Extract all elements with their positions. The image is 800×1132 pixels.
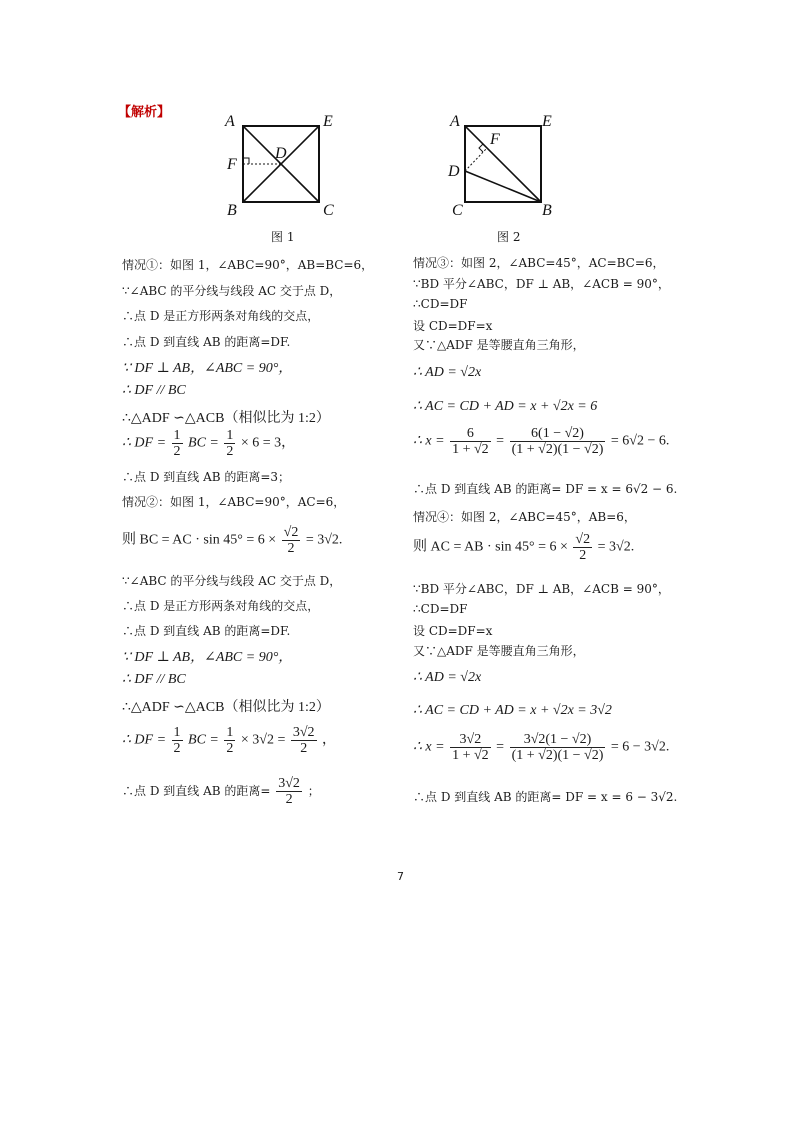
text-line: ∵BD 平分∠ABC，DF ⊥ AB，∠ACB = 90°，	[413, 582, 670, 596]
label-c: C	[452, 202, 463, 219]
case4-statement: 情况④：如图 2，∠ABC=45°，AB=6，	[413, 510, 636, 524]
text-line: ∴点 D 是正方形两条对角线的交点，	[122, 599, 320, 613]
figure-1-caption: 图 1	[271, 230, 295, 244]
right-angle-mark	[479, 144, 483, 152]
math-line-fraction	[413, 732, 669, 763]
label-b: B	[542, 202, 552, 219]
math-line: ∴ AD = √2x	[413, 670, 482, 685]
text-part: ∴ DF =	[122, 435, 167, 451]
segment-db	[465, 171, 541, 202]
math-line: ∵ DF ⊥ AB，∠ABC = 90°，	[122, 650, 293, 665]
label-e: E	[323, 113, 333, 130]
text-part: × 6 = 3，	[240, 435, 296, 451]
text-part: × 3√2 =	[240, 732, 286, 748]
fraction: $\frac{1}{2}$	[226, 428, 234, 459]
fraction: $\frac{6}{1 + √2}$	[452, 426, 489, 457]
math-line-fraction	[122, 725, 336, 756]
math-line: ∴ AC = CD + AD = x + √2x = 3√2	[413, 703, 612, 718]
text-part: BC =	[188, 732, 219, 748]
fraction: $\frac{3√2}{2}$	[292, 725, 315, 756]
label-b: B	[227, 202, 237, 219]
math-line-fraction	[413, 426, 669, 457]
fraction: $\frac{6(1 - √2)}{(1 + √2)(1 - √2)}$	[511, 426, 604, 457]
fraction: $\frac{1}{2}$	[173, 725, 181, 756]
text-part: = 6 − 3√2.	[610, 739, 670, 755]
text-part: BC =	[188, 435, 219, 451]
label-a: A	[450, 113, 460, 130]
label-d: D	[275, 145, 287, 162]
case1-statement: 情况①：如图 1，∠ABC=90°，AB=BC=6，	[122, 258, 374, 272]
fraction: $\frac{√2}{2}$	[575, 532, 591, 563]
diagonal-ab	[465, 126, 541, 202]
figure-2-caption: 图 2	[497, 230, 521, 244]
text-part: = 3√2.	[597, 539, 635, 555]
text-line: ∴点 D 到直线 AB 的距离= DF = x = 6 − 3√2.	[413, 790, 678, 804]
math-line: ∴ AC = CD + AD = x + √2x = 6	[413, 399, 598, 414]
text-line: 又∵△ADF 是等腰直角三角形，	[413, 644, 585, 658]
label-c: C	[323, 202, 334, 219]
math-line: ∴△ADF ∽△ACB（相似比为 1:2）	[122, 700, 330, 715]
text-line: ∵∠ABC 的平分线与线段 AC 交于点 D，	[122, 574, 342, 588]
page-number: 7	[397, 870, 404, 883]
text-part: 则 BC = AC · sin 45° = 6 ×	[122, 532, 277, 548]
text-line: ∴点 D 到直线 AB 的距离= DF = x = 6√2 − 6.	[413, 482, 678, 496]
text-line: 设 CD=DF=x	[413, 624, 493, 638]
text-line: ∴点 D 到直线 AB 的距离=DF.	[122, 335, 291, 349]
text-part: 则 AC = AB · sin 45° = 6 ×	[413, 539, 568, 555]
label-e: E	[542, 113, 552, 130]
fraction: $\frac{3√2}{2}$	[278, 776, 300, 807]
label-f: F	[490, 131, 500, 148]
segment-df	[465, 148, 487, 171]
text-part: =	[496, 433, 505, 449]
text-line: ∴CD=DF	[413, 297, 468, 311]
text-part: ；	[307, 784, 320, 798]
text-line: ∵∠ABC 的平分线与线段 AC 交于点 D，	[122, 284, 342, 298]
text-line: ∴点 D 到直线 AB 的距离=DF.	[122, 624, 291, 638]
fraction: $\frac{3√2(1 - √2)}{(1 + √2)(1 - √2)}$	[511, 732, 604, 763]
text-line: ∴CD=DF	[413, 602, 468, 616]
case2-statement: 情况②：如图 1，∠ABC=90°，AC=6，	[122, 495, 346, 509]
analysis-tag: 【解析】	[118, 105, 171, 120]
text-part: =	[496, 739, 505, 755]
figure-1-diagram	[215, 108, 355, 220]
text-part: ∴ x =	[413, 739, 445, 755]
text-part: ，	[322, 732, 337, 748]
math-line: ∴△ADF ∽△ACB（相似比为 1:2）	[122, 411, 330, 426]
math-line-fraction	[122, 428, 295, 459]
text-line: ∴点 D 到直线 AB 的距离=3；	[122, 470, 291, 484]
fraction: $\frac{√2}{2}$	[283, 525, 299, 556]
text-line: ∵BD 平分∠ABC，DF ⊥ AB，∠ACB = 90°，	[413, 277, 670, 291]
math-line-fraction	[413, 532, 634, 563]
fraction: $\frac{1}{2}$	[226, 725, 234, 756]
math-line: ∴ DF // BC	[122, 672, 186, 687]
text-line: ∴点 D 是正方形两条对角线的交点，	[122, 309, 320, 323]
fraction: $\frac{3√2}{1 + √2}$	[452, 732, 489, 763]
math-line-fraction	[122, 525, 342, 556]
case3-statement: 情况③：如图 2，∠ABC=45°，AC=BC=6，	[413, 256, 665, 270]
figure-2-diagram	[440, 108, 570, 220]
text-line: 又∵△ADF 是等腰直角三角形，	[413, 338, 585, 352]
label-f: F	[227, 156, 237, 173]
label-a: A	[225, 113, 235, 130]
text-part: ∴ DF =	[122, 732, 167, 748]
math-line: ∵ DF ⊥ AB，∠ABC = 90°，	[122, 361, 293, 376]
math-line: ∴ DF // BC	[122, 383, 186, 398]
text-part: = 3√2.	[305, 532, 343, 548]
text-part: = 6√2 − 6.	[610, 433, 670, 449]
text-part: ∴点 D 到直线 AB 的距离=	[122, 784, 271, 798]
text-line: 设 CD=DF=x	[413, 319, 493, 333]
fraction: $\frac{1}{2}$	[173, 428, 181, 459]
text-part: ∴ x =	[413, 433, 445, 449]
label-d: D	[448, 163, 460, 180]
math-line-fraction	[122, 776, 320, 807]
math-line: ∴ AD = √2x	[413, 365, 482, 380]
